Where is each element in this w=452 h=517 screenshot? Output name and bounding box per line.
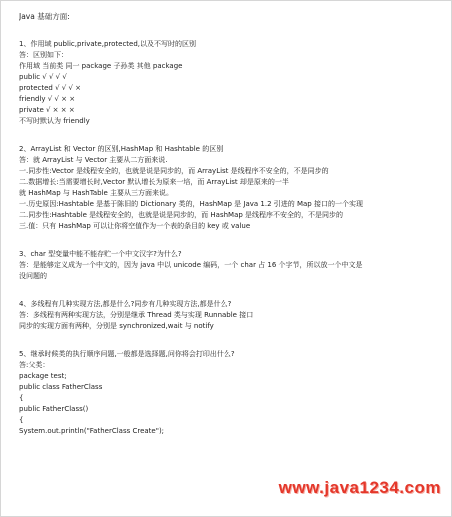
text-line: 就 HashMap 与 HashTable 主要从三方面来说。 — [19, 189, 174, 197]
text-line: 2、ArrayList 和 Vector 的区别,HashMap 和 Hashtable 的区别 — [19, 145, 224, 153]
text-line: 5、继承时候类的执行顺序问题,一般都是选择题,问你将会打印出什么? — [19, 350, 235, 358]
text-line: 作用域 当前类 同一 package 子孙类 其他 package — [19, 62, 183, 70]
text-line: 三.值：只有 HashMap 可以让你将空值作为一个表的条目的 key 或 value — [19, 222, 251, 230]
spacer — [19, 332, 439, 349]
code-line: { — [19, 394, 24, 402]
text-line: 二.数据增长:当需要增长时,Vector 默认增长为原来一培，而 ArrayList 却是原来的一半 — [19, 178, 289, 186]
code-line: { — [19, 416, 24, 424]
text-line: 不写时默认为 friendly — [19, 117, 90, 125]
document-body — [19, 11, 439, 437]
text-line: 同步的实现方面有两种，分别是 synchronized,wait 与 notify — [19, 322, 214, 330]
spacer — [19, 127, 439, 144]
text-line: 答:父类： — [19, 361, 50, 369]
document-title: Java 基础方面: — [19, 12, 70, 21]
text-line: private √ × × × — [19, 106, 75, 114]
code-line: System.out.println("FatherClass Create"); — [19, 427, 165, 435]
text-line: 一.同步性:Vector 是线程安全的，也就是说是同步的，而 ArrayList 是线程序不安全的，不是同步的 — [19, 167, 329, 175]
spacer — [19, 232, 439, 249]
text-line: 没问题的 — [19, 272, 47, 280]
code-line: public FatherClass() — [19, 405, 89, 413]
text-line: 二.同步性:Hashtable 是线程安全的，也就是说是同步的，而 HashMap 是线程序不安全的，不是同步的 — [19, 211, 344, 219]
text-line: 答：就 ArrayList 与 Vector 主要从二方面来说. — [19, 156, 168, 164]
text-line: 1、作用域 public,private,protected,以及不写时的区别 — [19, 40, 197, 48]
text-line: 答：区别如下： — [19, 51, 68, 59]
text-line: friendly √ √ × × — [19, 95, 76, 103]
text-line: protected √ √ √ × — [19, 84, 81, 92]
spacer — [19, 282, 439, 299]
watermark-logo: www.java1234.com — [278, 478, 441, 497]
text-line: 答：多线程有两种实现方法，分别是继承 Thread 类与实现 Runnable 接口 — [19, 311, 254, 319]
text-line: 一.历史原因:Hashtable 是基于陈旧的 Dictionary 类的，HashMap 是 Java 1.2 引进的 Map 接口的一个实现 — [19, 200, 363, 208]
text-line: public √ √ √ √ — [19, 73, 67, 81]
code-line: public class FatherClass — [19, 383, 103, 391]
text-line: 答：是能够定义成为一个中文的，因为 java 中以 unicode 编码，一个 char 占 16 个字节，所以放一个中文是 — [19, 261, 363, 269]
text-line: 4、多线程有几种实现方法,都是什么?同步有几种实现方法,都是什么? — [19, 300, 232, 308]
code-line: package test; — [19, 372, 67, 380]
spacer — [19, 22, 439, 39]
text-line: 3、char 型变量中能不能存贮一个中文汉字?为什么? — [19, 250, 182, 258]
